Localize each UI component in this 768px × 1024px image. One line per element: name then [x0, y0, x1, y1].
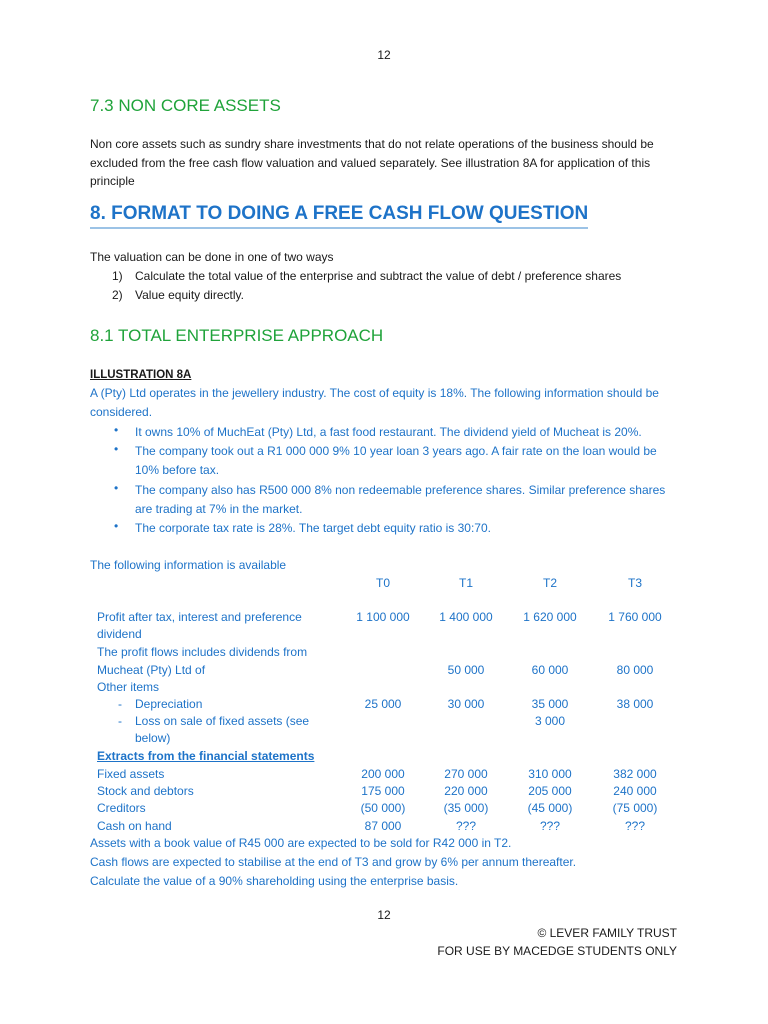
stock-debtors-t1: 220 000	[444, 784, 488, 798]
includes-label-2: Mucheat (Pty) Ltd of	[97, 663, 206, 677]
footer-usage-note: FOR USE BY MACEDGE STUDENTS ONLY	[437, 944, 677, 958]
dash-loss: -	[118, 714, 122, 728]
depreciation-t3: 38 000	[616, 697, 654, 711]
header-t1: T1	[458, 576, 473, 590]
cash-label: Cash on hand	[97, 819, 172, 833]
creditors-t1: (35 000)	[443, 801, 489, 815]
profit-t2: 1 620 000	[523, 610, 577, 624]
info-available: The following information is available	[90, 558, 287, 572]
section-8-1-heading: 8.1 TOTAL ENTERPRISE APPROACH	[90, 326, 384, 345]
cash-t3: ???	[624, 819, 646, 833]
cash-t0: 87 000	[364, 819, 402, 833]
creditors-label: Creditors	[97, 801, 146, 815]
list-item-2-text: Value equity directly.	[135, 288, 244, 302]
fixed-assets-t3: 382 000	[613, 767, 657, 781]
profit-t1: 1 400 000	[439, 610, 493, 624]
loss-label: Loss on sale of fixed assets (see below)	[135, 714, 310, 745]
bullet-icon: •	[114, 481, 119, 495]
list-item-1-number: 1)	[112, 269, 123, 283]
includes-label-1: The profit flows includes dividends from	[97, 645, 308, 659]
other-items-label: Other items	[97, 680, 160, 694]
footer-copyright: © LEVER FAMILY TRUST	[537, 926, 677, 940]
loss-t2: 3 000	[534, 714, 566, 728]
includes-t3: 80 000	[616, 663, 654, 677]
bullet-text-4: The corporate tax rate is 28%. The target debt equity ratio is 30:70.	[135, 521, 491, 535]
includes-t2: 60 000	[531, 663, 569, 677]
page-number-top: 12	[377, 48, 391, 62]
section-8-intro: The valuation can be done in one of two ways	[90, 250, 334, 264]
creditors-t2: (45 000)	[527, 801, 573, 815]
bullet-text-2: The company took out a R1 000 000 9% 10 year loan 3 years ago. A fair rate on the loan would be 10% before tax.	[135, 444, 657, 477]
stock-debtors-label: Stock and debtors	[97, 784, 194, 798]
bullet-text-1: It owns 10% of MuchEat (Pty) Ltd, a fast food restaurant. The dividend yield of Mucheat is 20%.	[135, 425, 642, 439]
depreciation-t2: 35 000	[531, 697, 569, 711]
creditors-t3: (75 000)	[612, 801, 658, 815]
depreciation-t0: 25 000	[364, 697, 402, 711]
illustration-intro: A (Pty) Ltd operates in the jewellery industry. The cost of equity is 18%. The following information should be considered.	[90, 386, 659, 419]
cash-t1: ???	[455, 819, 477, 833]
section-7-3-heading: 7.3 NON CORE ASSETS	[90, 96, 281, 115]
illustration-label: ILLUSTRATION 8A	[90, 369, 192, 381]
list-item-1-text: Calculate the total value of the enterprise and subtract the value of debt / preference shares	[135, 269, 622, 283]
section-7-3-body: Non core assets such as sundry share investments that do not relate operations of the business should be excluded from the free cash flow valuation and valued separately. See illustration 8A for application of this principle	[90, 137, 654, 188]
profit-t0: 1 100 000	[356, 610, 410, 624]
stock-debtors-t3: 240 000	[613, 784, 657, 798]
section-8-heading: 8. FORMAT TO DOING A FREE CASH FLOW QUESTION	[90, 203, 588, 229]
bullet-icon: •	[114, 442, 119, 456]
list-item-2-number: 2)	[112, 288, 123, 302]
header-t2: T2	[542, 576, 557, 590]
header-t3: T3	[627, 576, 642, 590]
closing-line-3: Calculate the value of a 90% shareholding using the enterprise basis.	[90, 874, 459, 888]
extracts-label: Extracts from the financial statements	[97, 749, 315, 763]
depreciation-label: Depreciation	[135, 697, 203, 711]
profit-t3: 1 760 000	[608, 610, 662, 624]
fixed-assets-label: Fixed assets	[97, 767, 165, 781]
cash-t2: ???	[539, 819, 561, 833]
bullet-text-3: The company also has R500 000 8% non redeemable preference shares. Similar preference shares are trading at 7% in the market.	[135, 483, 666, 516]
closing-line-2: Cash flows are expected to stabilise at the end of T3 and grow by 6% per annum thereafter.	[90, 855, 577, 869]
includes-t1: 50 000	[447, 663, 485, 677]
bullet-icon: •	[114, 519, 119, 533]
profit-label: Profit after tax, interest and preference dividend	[97, 610, 302, 641]
stock-debtors-t0: 175 000	[361, 784, 405, 798]
header-t0: T0	[375, 576, 390, 590]
fixed-assets-t0: 200 000	[361, 767, 405, 781]
bullet-icon: •	[114, 423, 119, 437]
stock-debtors-t2: 205 000	[528, 784, 572, 798]
fixed-assets-t1: 270 000	[444, 767, 488, 781]
dash-depreciation: -	[118, 697, 122, 711]
closing-line-1: Assets with a book value of R45 000 are expected to be sold for R42 000 in T2.	[90, 836, 512, 850]
creditors-t0: (50 000)	[360, 801, 406, 815]
depreciation-t1: 30 000	[447, 697, 485, 711]
page-number-bottom: 12	[377, 908, 391, 922]
fixed-assets-t2: 310 000	[528, 767, 572, 781]
